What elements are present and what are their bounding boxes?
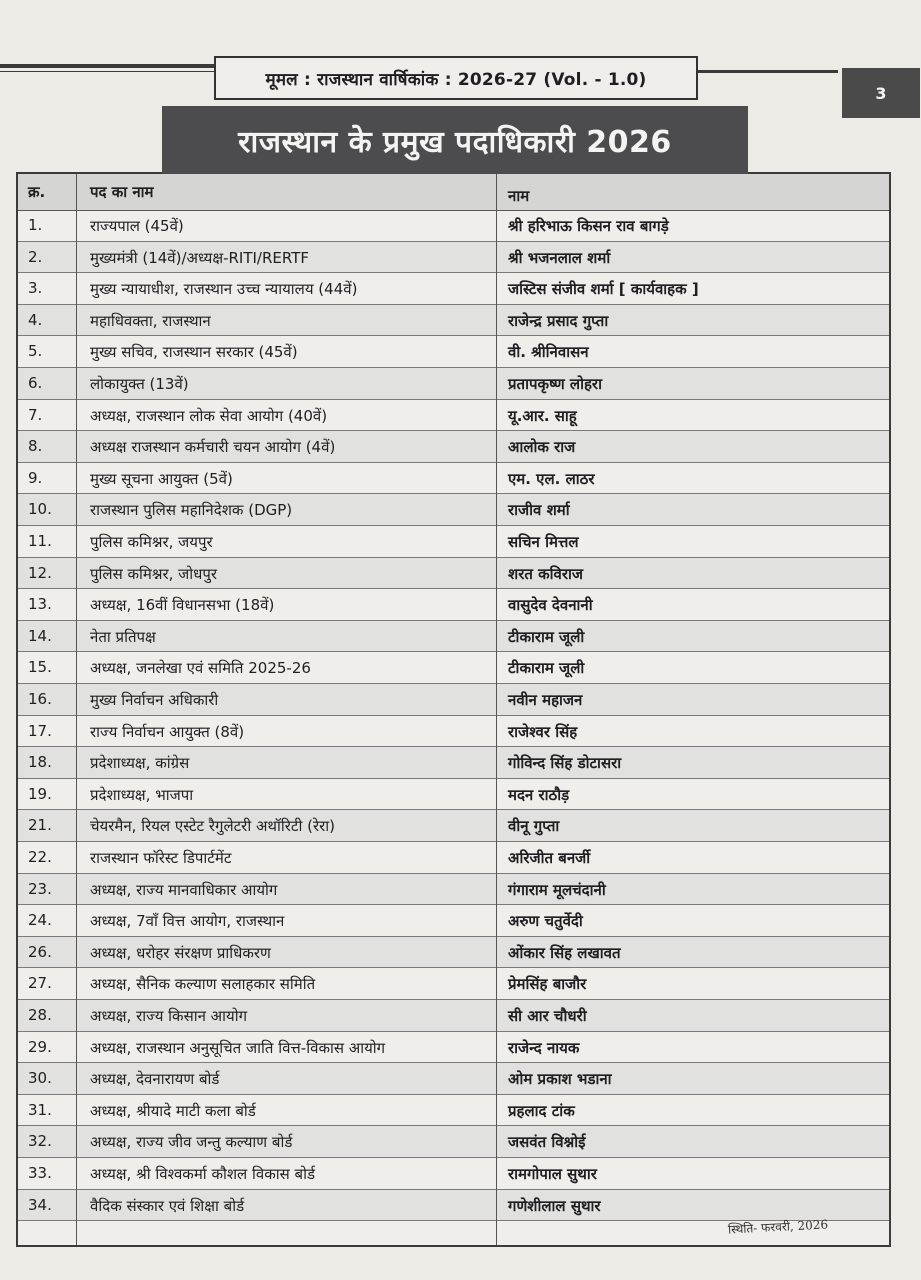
column-divider: [496, 174, 497, 1245]
post-name: अध्यक्ष राजस्थान कर्मचारी चयन आयोग (4वें): [90, 438, 336, 457]
row-number: 31.: [28, 1100, 52, 1119]
table-row: [18, 305, 889, 337]
official-name: गणेशीलाल सुथार: [508, 1196, 601, 1215]
table-row: [18, 1032, 889, 1064]
official-name: राजेश्वर सिंह: [508, 722, 578, 741]
table-row: [18, 242, 889, 274]
official-name: सचिन मित्तल: [508, 533, 579, 551]
table-row: [18, 463, 889, 495]
row-number: 6.: [28, 374, 43, 392]
table-row: [18, 494, 889, 526]
post-name: अध्यक्ष, राजस्थान लोक सेवा आयोग (40वें): [90, 406, 328, 425]
table-row: [18, 874, 889, 906]
post-name: चेयरमैन, रियल एस्टेट रैगुलेटरी अथॉरिटी (रेरा): [90, 817, 335, 836]
row-number: 34.: [28, 1195, 52, 1214]
table-row: [18, 210, 889, 242]
table-row: [18, 368, 889, 400]
table-row: [18, 1095, 889, 1127]
post-name: अध्यक्ष, राज्य जीव जन्तु कल्याण बोर्ड: [90, 1133, 293, 1152]
running-header: मूमल : राजस्थान वार्षिकांक : 2026-27 (Vol. - 1.0): [214, 56, 698, 100]
official-name: ओम प्रकाश भडाना: [508, 1070, 612, 1089]
table-row: [18, 431, 889, 463]
post-name: अध्यक्ष, श्रीयादे माटी कला बोर्ड: [90, 1101, 256, 1120]
post-name: राज्यपाल (45वें): [90, 217, 184, 235]
official-name: शरत कविराज: [508, 564, 584, 583]
post-name: पुलिस कमिश्नर, जोधपुर: [90, 564, 218, 583]
official-name: राजीव शर्मा: [508, 501, 570, 520]
post-name: अध्यक्ष, जनलेखा एवं समिति 2025-26: [90, 659, 311, 678]
official-name: टीकाराम जूली: [508, 627, 585, 646]
column-divider: [76, 174, 77, 1245]
official-name: रामगोपाल सुथार: [508, 1165, 597, 1183]
post-name: लोकायुक्त (13वें): [90, 375, 189, 393]
header-rule-right: [698, 70, 838, 73]
row-number: 2.: [28, 247, 43, 266]
table-row: [18, 747, 889, 779]
table-row: [18, 684, 889, 716]
row-number: 14.: [28, 626, 52, 645]
officials-table: [16, 172, 891, 1247]
row-number: 7.: [28, 405, 43, 424]
table-row: [18, 842, 889, 874]
row-number: 15.: [28, 658, 52, 677]
table-row: [18, 652, 889, 684]
post-name: प्रदेशाध्यक्ष, भाजपा: [90, 785, 194, 804]
table-row: [18, 1000, 889, 1032]
page-number: 3: [842, 68, 920, 118]
header-rule-thin: [0, 71, 215, 72]
official-name: टीकाराम जूली: [508, 659, 585, 678]
header-rule: [0, 64, 215, 68]
official-name: मदन राठौड़: [508, 785, 570, 804]
row-number: 28.: [28, 1006, 52, 1024]
official-name: नवीन महाजन: [508, 691, 583, 709]
official-name: यू.आर. साहू: [508, 406, 577, 425]
post-name: वैदिक संस्कार एवं शिक्षा बोर्ड: [90, 1196, 245, 1215]
table-row: [18, 1190, 889, 1222]
official-name: एम. एल. लाठर: [508, 469, 595, 488]
row-number: 30.: [28, 1069, 52, 1088]
table-row: [18, 621, 889, 653]
post-name: अध्यक्ष, सैनिक कल्याण सलाहकार समिति: [90, 975, 316, 994]
post-name: अध्यक्ष, 16वीं विधानसभा (18वें): [90, 596, 275, 615]
post-name: राजस्थान फॉरेस्ट डिपार्टमेंट: [90, 849, 232, 867]
table-row: [18, 400, 889, 432]
row-number: 21.: [28, 816, 52, 835]
official-name: गोविन्द सिंह डोटासरा: [508, 754, 622, 773]
official-name: ओंकार सिंह लखावत: [508, 943, 621, 962]
table-row: [18, 558, 889, 590]
post-name: प्रदेशाध्यक्ष, कांग्रेस: [90, 754, 190, 773]
row-number: 22.: [28, 848, 52, 866]
table-row: [18, 1126, 889, 1158]
table-row: [18, 589, 889, 621]
row-number: 24.: [28, 911, 52, 930]
post-name: राजस्थान पुलिस महानिदेशक (DGP): [90, 501, 293, 520]
row-number: 17.: [28, 721, 52, 740]
table-row: [18, 810, 889, 842]
row-number: 23.: [28, 879, 52, 898]
official-name: अरिजीत बनर्जी: [508, 849, 591, 867]
row-number: 13.: [28, 595, 52, 614]
table-row: [18, 716, 889, 748]
official-name: वासुदेव देवनानी: [508, 596, 593, 615]
post-name: नेता प्रतिपक्ष: [90, 627, 156, 646]
official-name: वी. श्रीनिवासन: [508, 343, 589, 362]
row-number: 4.: [28, 310, 43, 329]
post-name: मुख्य सूचना आयुक्त (5वें): [90, 469, 233, 488]
official-name: राजेन्द्र प्रसाद गुप्ता: [508, 311, 609, 330]
row-number: 12.: [28, 563, 52, 582]
official-name: आलोक राज: [508, 438, 576, 457]
official-name: श्री भजनलाल शर्मा: [508, 248, 611, 267]
table-row: [18, 526, 889, 558]
official-name: जस्टिस संजीव शर्मा [ कार्यवाहक ]: [508, 280, 699, 299]
official-name: राजेन्द नायक: [508, 1038, 580, 1057]
post-name: अध्यक्ष, धरोहर संरक्षण प्राधिकरण: [90, 943, 271, 962]
row-number: 19.: [28, 784, 52, 803]
row-number: 27.: [28, 974, 52, 993]
post-name: महाधिवक्ता, राजस्थान: [90, 311, 211, 330]
official-name: प्रतापकृष्ण लोहरा: [508, 375, 602, 393]
post-name: मुख्य सचिव, राजस्थान सरकार (45वें): [90, 343, 298, 362]
col-header-number: क्र.: [28, 183, 46, 201]
post-name: अध्यक्ष, देवनारायण बोर्ड: [90, 1070, 220, 1089]
row-number: 3.: [28, 279, 43, 298]
table-row: [18, 273, 889, 305]
table-row: [18, 779, 889, 811]
official-name: प्रेमसिंह बाजौर: [508, 975, 587, 994]
post-name: अध्यक्ष, 7वाँ वित्त आयोग, राजस्थान: [90, 912, 285, 931]
post-name: अध्यक्ष, श्री विश्वकर्मा कौशल विकास बोर्ड: [90, 1165, 316, 1183]
row-number: 10.: [28, 500, 52, 519]
row-number: 29.: [28, 1037, 52, 1056]
page-title: राजस्थान के प्रमुख पदाधिकारी 2026: [162, 106, 748, 174]
table-row: [18, 1158, 889, 1190]
row-number: 9.: [28, 468, 43, 487]
official-name: अरुण चतुर्वेदी: [508, 912, 583, 931]
row-number: 8.: [28, 437, 43, 456]
row-number: 33.: [28, 1164, 52, 1182]
row-number: 11.: [28, 532, 52, 550]
official-name: वीनू गुप्ता: [508, 817, 560, 836]
post-name: अध्यक्ष, राज्य मानवाधिकार आयोग: [90, 880, 278, 899]
table-row: [18, 968, 889, 1000]
official-name: गंगाराम मूलचंदानी: [508, 880, 606, 899]
row-number: 32.: [28, 1132, 52, 1151]
post-name: मुख्यमंत्री (14वें)/अध्यक्ष-RITI/RERTF: [90, 248, 310, 267]
row-number: 26.: [28, 942, 52, 961]
table-row: [18, 937, 889, 969]
official-name: सी आर चौधरी: [508, 1007, 587, 1025]
row-number: 1.: [28, 216, 43, 234]
post-name: राज्य निर्वाचन आयुक्त (8वें): [90, 722, 245, 741]
post-name: अध्यक्ष, राज्य किसान आयोग: [90, 1007, 248, 1025]
status-note: स्थिति- फरवरी, 2026: [727, 1217, 829, 1237]
row-number: 5.: [28, 342, 43, 361]
post-name: मुख्य न्यायाधीश, राजस्थान उच्च न्यायालय (44वें): [90, 280, 358, 299]
table-header: [18, 174, 889, 211]
official-name: प्रहलाद टांक: [508, 1101, 575, 1120]
official-name: श्री हरिभाऊ किसन राव बागड़े: [508, 217, 669, 235]
table-row: [18, 336, 889, 368]
post-name: मुख्य निर्वाचन अधिकारी: [90, 691, 219, 709]
table-row: [18, 1063, 889, 1095]
row-number: 16.: [28, 690, 52, 708]
table-row: [18, 905, 889, 937]
post-name: पुलिस कमिश्नर, जयपुर: [90, 533, 213, 551]
post-name: अध्यक्ष, राजस्थान अनुसूचित जाति वित्त-विकास आयोग: [90, 1038, 386, 1057]
col-header-name: नाम: [508, 187, 530, 205]
row-number: 18.: [28, 753, 52, 772]
col-header-post: पद का नाम: [90, 183, 154, 201]
official-name: जसवंत विश्नोई: [508, 1133, 586, 1152]
